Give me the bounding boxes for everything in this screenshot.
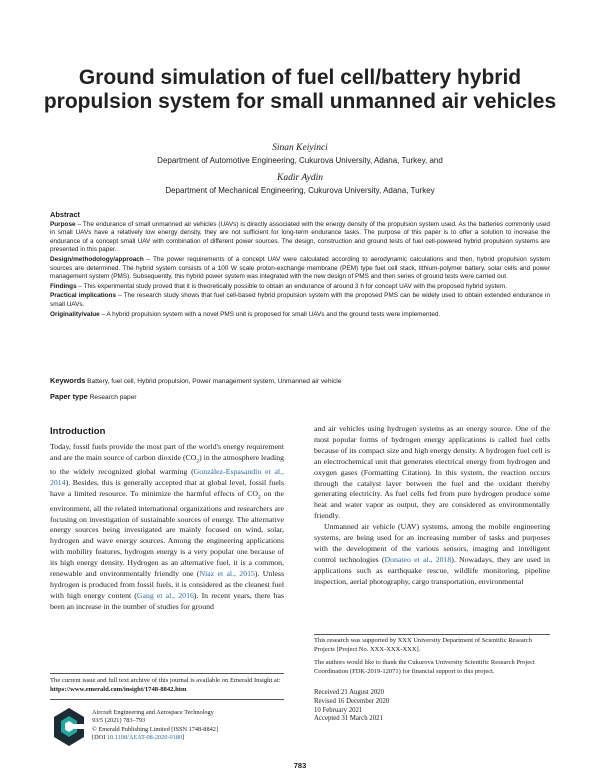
citation-link[interactable]: Niaz et al., 2015 xyxy=(199,569,255,579)
emerald-logo-icon xyxy=(52,706,86,750)
doi-label: [DOI xyxy=(92,733,107,741)
intro-text-8: ). Nowadays, they are used in applications such as earthquake rescue, wildlife monitoring, pipeline inspection, aerial photography, cargo transportation, environmental xyxy=(314,554,550,586)
author-affiliation-2: Department of Mechanical Engineering, Cukurova University, Adana, Turkey xyxy=(165,186,435,195)
findings-label: Findings xyxy=(50,282,77,290)
citation-link[interactable]: Donateo et al., 2018 xyxy=(384,554,452,564)
practical-label: Practical implications xyxy=(50,292,117,300)
intro-text-7: Unmanned air vehicle (UAV) systems, among the mobile engineering systems, are being used for an increasing number of tasks and purposes with the development of the various sensors, imaging and intelligent control technologies ( xyxy=(314,522,550,564)
design-label: Design/methodology/approach xyxy=(50,255,144,263)
co2-subscript: 2 xyxy=(196,458,200,465)
doi-line xyxy=(92,734,282,742)
co2-subscript: 2 xyxy=(257,494,261,501)
journal-publisher: © Emerald Publishing Limited [ISSN 1748-8842] xyxy=(92,725,218,733)
journal-name: Aircraft Engineering and Aerospace Technology xyxy=(92,709,214,716)
keywords-text: Battery, fuel cell, Hybrid propulsion, Power management system, Unmanned air vehicle xyxy=(87,378,342,385)
practical-text: – The research study shows that fuel cell-based hybrid propulsion system with the proposed PMS can be widely used to obtain extended endurance in small UAVs. xyxy=(50,292,550,308)
received-dates xyxy=(314,689,550,724)
intro-text-5: ). Unless hydrogen is produced from fossil fuels, it is considered as the cleanest fuel with high energy content ( xyxy=(50,569,284,600)
paper-title: Ground simulation of fuel cell/battery hybrid propulsion system for small unmanned air vehicles xyxy=(43,66,557,113)
originality-label: Originality/value xyxy=(50,310,100,318)
footnote-divider xyxy=(50,673,284,674)
intro-text-6: ). In recent years, there has been an increase in the number of studies for ground xyxy=(50,590,284,611)
author-name-2: Kadir Aydin xyxy=(276,173,323,183)
abstract-design xyxy=(50,256,550,282)
doi-end: ] xyxy=(182,733,185,741)
date-accepted: Accepted 31 March 2021 xyxy=(314,715,383,723)
abstract-originality xyxy=(50,311,550,320)
archive-text: The current issue and full text archive of this journal is available on Emerald Insight at: xyxy=(50,677,281,684)
journal-info xyxy=(92,709,282,742)
design-text: – The power requirements of a concept UAV were calculated according to aerodynamic calculations and then, hybrid propulsion system sources are determined. The hybrid system consists of a 100 W scale proton-exchange membrane (PEM) type fuel cell stack, lithium-polymer battery, solar cells and power management system (PMS). Subsequently, this hybrid power system was integrated with the new design of PMS and then series of ground tests were carried out. xyxy=(50,255,550,281)
date-revised-2: 10 February 2021 xyxy=(314,706,363,714)
originality-text: – A hybrid propulsion system with a novel PMS unit is proposed for small UAVs and the ground tests were implemented. xyxy=(99,310,441,318)
author-affiliation-1: Department of Automotive Engineering, Cukurova University, Adana, Turkey, and xyxy=(157,156,443,165)
date-revised: Revised 16 December 2020 xyxy=(314,697,390,705)
citation-link[interactable]: González-Espasandín et al., 2014 xyxy=(50,467,284,488)
intro-paragraph-1 xyxy=(50,442,284,613)
citation-link[interactable]: Gang et al., 2016 xyxy=(136,590,194,600)
thanks-note: The authors would like to thank the Cukurova University Scientific Research Project Coordination (FDK-2019-12071) for financial support to this project. xyxy=(314,659,535,675)
abstract-findings xyxy=(50,283,550,292)
intro-paragraph-3 xyxy=(314,522,550,587)
intro-text-3: ). Besides, this is generally accepted that at global level, fossil fuels have a limited resource. To minimize the harmful effects of CO xyxy=(50,478,284,499)
archive-link[interactable]: https://www.emerald.com/insight/1748-8842.htm xyxy=(50,685,187,693)
intro-left-column xyxy=(50,442,284,613)
intro-right-column xyxy=(314,424,550,588)
doi-link[interactable]: 10.1108/AEAT-08-2020-0180 xyxy=(106,733,183,741)
abstract-practical xyxy=(50,292,550,309)
purpose-label: Purpose xyxy=(50,220,76,228)
keywords-line xyxy=(50,376,550,385)
findings-text: – This experimental study proved that it is theoretically possible to obtain an endurance of around 3 h for concept UAV with the proposed hybrid system. xyxy=(76,282,507,290)
intro-text-4: on the environment, all the related international organizations and researchers are focusing on investigation of sustainable sources of energy. The alternative energy sources being investigated are mainly focused on wind, solar, hydrogen and wave energy sources. Among the engineering applications with mobility features, hydrogen energy is a very popular one because of its high energy density. Hydrogen as an alternative fuel, it is a common, renewable and environmentally friendly one ( xyxy=(50,489,284,579)
intro-paragraph-2: and air vehicles using hydrogen systems as an energy source. One of the most popular forms of hydrogen energy applications is called fuel cells because of its compact size and high energy density. A hydrogen fuel cell is an electrochemical unit that generates electrical energy from hydrogen and oxygen gases (Formatting Citation). In this system, the reaction occurs through the catalyst layer between the fuel and the oxidant thereby generating electricity. As fuel cells fed from pure hydrogen produce some heat and water vapor as output, they are considered as environmentally friendly. xyxy=(314,424,550,521)
paper-type-text: Research paper xyxy=(89,394,137,401)
paper-type-line xyxy=(50,392,550,401)
journal-volume: 93/5 (2021) 783–793 xyxy=(92,717,146,725)
page-number: 783 xyxy=(293,761,307,770)
abstract-block xyxy=(50,211,550,320)
abstract-purpose xyxy=(50,221,550,255)
abstract-heading: Abstract xyxy=(50,210,80,219)
funding-note: This research was supported by XXX University Department of Scientific Research Projects [Project No. XXX-XXX-XXX]. xyxy=(314,637,533,653)
date-received: Received 21 August 2020 xyxy=(314,689,385,696)
keywords-label: Keywords xyxy=(50,376,86,385)
introduction-heading: Introduction xyxy=(50,426,106,437)
paper-type-label: Paper type xyxy=(50,392,88,401)
author-name-1: Sinan Keiyinci xyxy=(272,143,328,153)
archive-note xyxy=(50,677,284,695)
footnote-divider xyxy=(50,699,284,700)
intro-text-1: Today, fossil fuels provide the most part of the world's energy requirement and are the main source of carbon dioxide (CO xyxy=(50,442,284,462)
purpose-text: – The endurance of small unmanned air vehicles (UAVs) is directly associated with the energy density of the propulsion system used. As the batteries commonly used in small UAVs have a relatively low energy density, they are not sufficient for long-term endurance tasks. The purpose of this paper is to offer a solution to increase the endurance of a concept small UAV with combination of different power sources. The design, construction and ground tests of fuel cell-powered hybrid propulsion systems are presented in this paper. xyxy=(50,220,550,254)
footnote-divider xyxy=(314,634,550,635)
intro-text-2: ) in the atmosphere leading to the widely recognized global warming ( xyxy=(50,452,285,477)
